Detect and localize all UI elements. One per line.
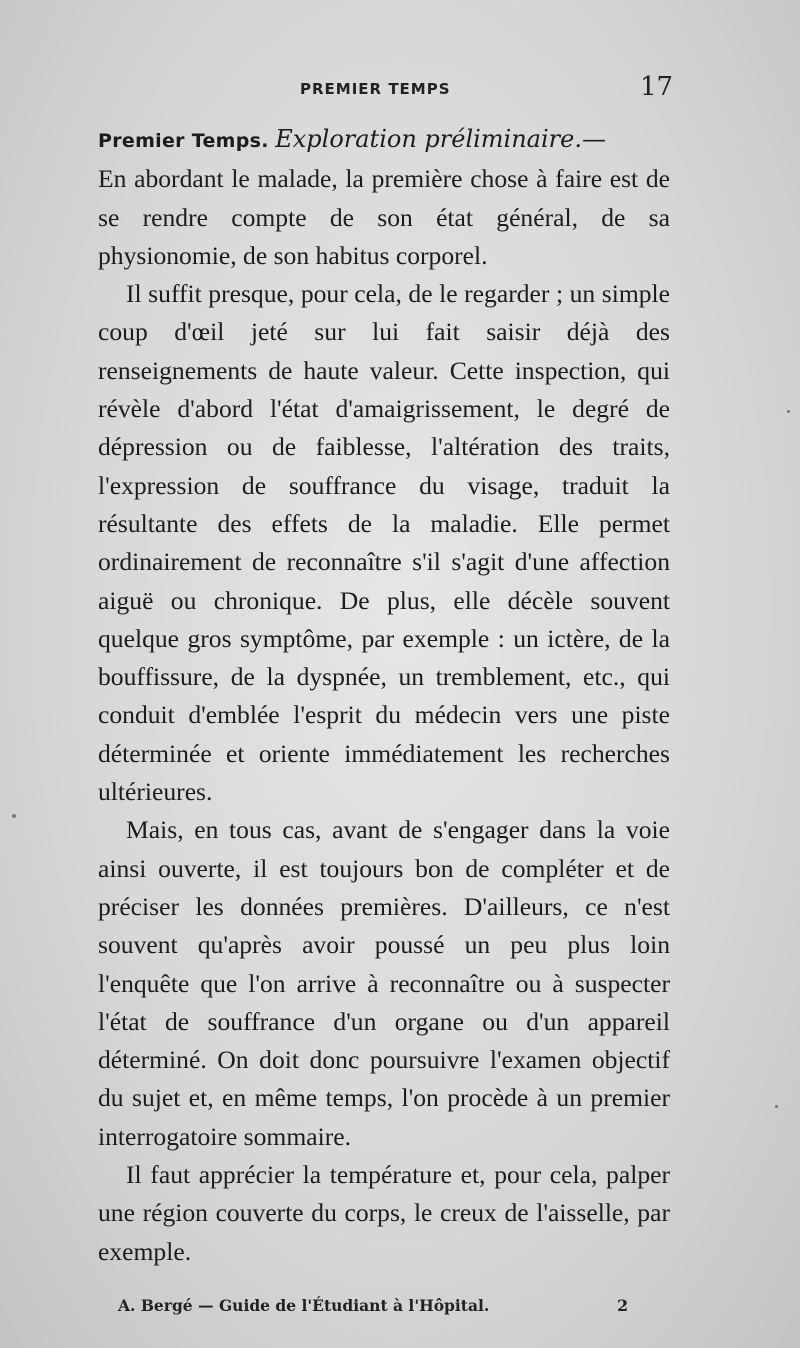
paragraph: Il suffit presque, pour cela, de le regarder ; un simple coup d'œil jeté sur lui fait saisir déjà des renseignements de haute valeur. Cette inspection, qui révèle d'abord l'état d'amaigrissement, le degré de dépression ou de faiblesse, l'altération des traits, l'expression de souffrance du visage, traduit la résultante des effets de la maladie. Elle permet ordinairement de reconnaître s'il s'agit d'une affection aiguë ou chronique. De plus, elle décèle souvent quelque gros symptôme, par exemple : un ictère, de la bouffissure, de la dyspnée, un tremblement, etc., qui conduit d'emblée l'esprit du médecin vers une piste déterminée et oriente immédiatement les recherches ultérieures. (98, 279, 670, 807)
paper-speck (12, 814, 16, 818)
paragraph: En abordant le malade, la première chose à faire est de se rendre compte de son état général, de sa physionomie, de son habitus corporel. (98, 164, 670, 270)
section-label: Premier Temps. (98, 130, 269, 152)
body-text (98, 120, 670, 1271)
paper-speck (775, 1105, 778, 1108)
section-heading (98, 120, 670, 160)
section-title: Exploration préliminaire.— (275, 125, 606, 153)
paper-speck (787, 410, 790, 413)
page-number: 17 (640, 72, 674, 102)
page-footer (0, 1296, 800, 1324)
signature-mark: 2 (617, 1296, 629, 1315)
paragraph: Mais, en tous cas, avant de s'engager dans la voie ainsi ouverte, il est toujours bon de compléter et de préciser les données premières. D'ailleurs, ce n'est souvent qu'après avoir poussé un peu plus loin l'enquête que l'on arrive à reconnaître ou à suspecter l'état de souffrance d'un organe ou d'un appareil déterminé. On doit donc poursuivre l'examen objectif du sujet et, en même temps, l'on procède à un premier interrogatoire sommaire. (98, 815, 670, 1151)
page-header (0, 72, 800, 108)
paragraph: Il faut apprécier la température et, pour cela, palper une région couverte du corps, le creux de l'aisselle, par exemple. (98, 1160, 670, 1266)
footer-citation: A. Bergé — Guide de l'Étudiant à l'Hôpital. (118, 1296, 490, 1315)
running-title: PREMIER TEMPS (300, 80, 451, 98)
